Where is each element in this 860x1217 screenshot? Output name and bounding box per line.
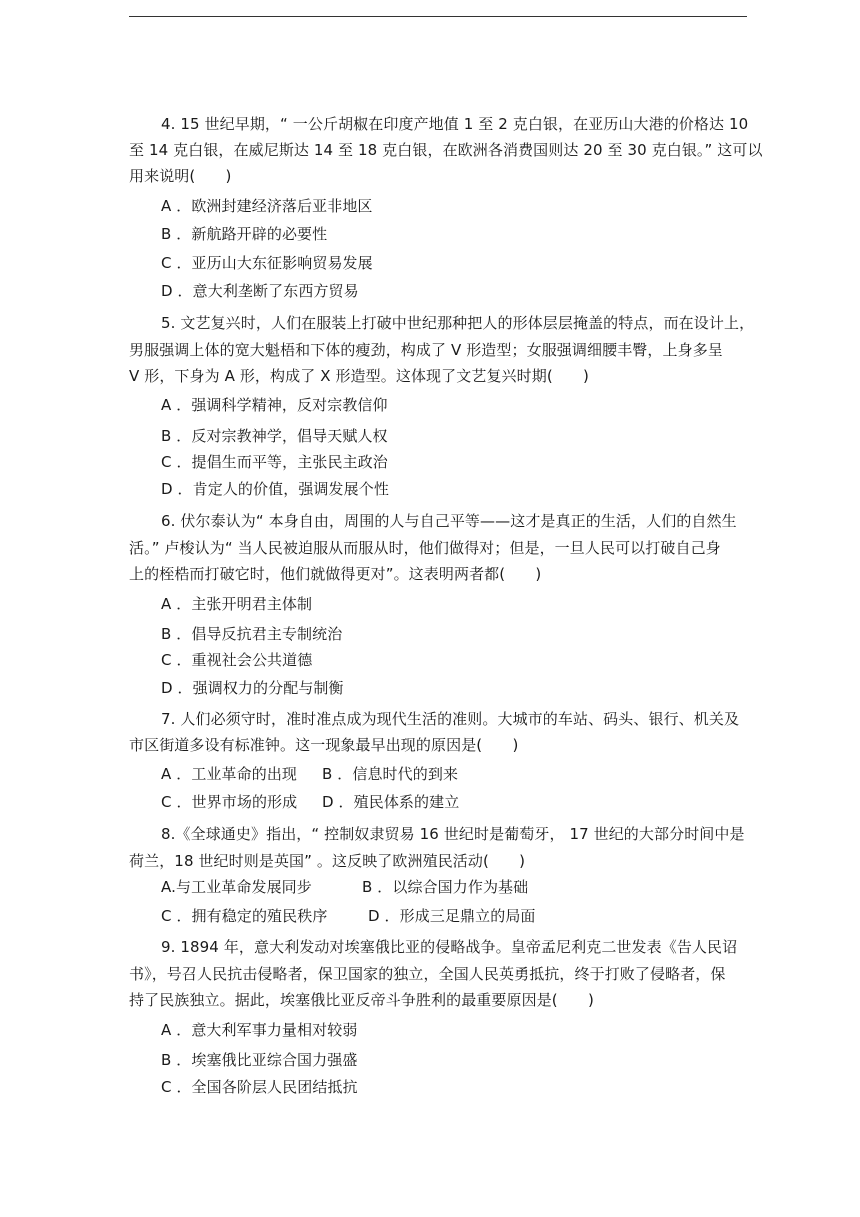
question-9-line-1: 9. 1894 年，意大利发动对埃塞俄比亚的侵略战争。皇帝孟尼利克二世发表《告人民诏 [161, 938, 738, 956]
question-5-line-3: V 形，下身为 A 形，构成了 X 形造型。这体现了文艺复兴时期( ) [129, 367, 589, 385]
question-9-line-3: 持了民族独立。据此，埃塞俄比亚反帝斗争胜利的最重要原因是( ) [129, 991, 594, 1009]
question-5-line-2: 男服强调上体的宽大魁梧和下体的瘦劲，构成了 V 形造型；女服强调细腰丰臀，上身多呈 [129, 341, 723, 359]
question-4-option-a: A ．欧洲封建经济落后亚非地区 [161, 197, 373, 215]
question-7-option-b: B ．信息时代的到来 [322, 765, 459, 783]
question-8-option-b: B ．以综合国力作为基础 [362, 878, 529, 896]
header-rule [129, 16, 747, 17]
question-4-line-2: 至 14 克白银，在威尼斯达 14 至 18 克白银，在欧洲各消费国则达 20 至 30 克白银。” 这可以 [129, 141, 763, 159]
question-8-option-a: A.与工业革命发展同步 [161, 878, 312, 896]
question-7-option-c: C ．世界市场的形成 [161, 793, 298, 811]
question-5-line-1: 5. 文艺复兴时，人们在服装上打破中世纪那种把人的形体层层掩盖的特点，而在设计上， [161, 314, 755, 332]
question-6-option-d: D ．强调权力的分配与制衡 [161, 679, 344, 697]
question-7-line-1: 7. 人们必须守时，准时准点成为现代生活的准则。大城市的车站、码头、银行、机关及 [161, 710, 740, 728]
question-5-option-b: B ．反对宗教神学，倡导天赋人权 [161, 427, 388, 445]
question-7-option-d: D ．殖民体系的建立 [322, 793, 460, 811]
question-4-option-c: C ．亚历山大东征影响贸易发展 [161, 254, 373, 272]
question-9-line-2: 书》，号召人民抗击侵略者，保卫国家的独立，全国人民英勇抵抗，终于打败了侵略者，保 [129, 965, 726, 983]
question-6-line-2: 活。” 卢梭认为“ 当人民被迫服从而服从时，他们做得对；但是，一旦人民可以打破自己身 [129, 539, 721, 557]
question-6-option-c: C ．重视社会公共道德 [161, 651, 313, 669]
question-8-line-2: 荷兰，18 世纪时则是英国” 。这反映了欧洲殖民活动( ) [129, 852, 526, 870]
question-6-line-1: 6. 伏尔泰认为“ 本身自由，周围的人与自己平等——这才是真正的生活，人们的自然生 [161, 512, 737, 530]
question-6-option-b: B ．倡导反抗君主专制统治 [161, 625, 343, 643]
question-7-line-2: 市区街道多设有标准钟。这一现象最早出现的原因是( ) [129, 736, 519, 754]
question-6-option-a: A ．主张开明君主体制 [161, 595, 313, 613]
question-4-line-1: 4. 15 世纪早期，“ 一公斤胡椒在印度产地值 1 至 2 克白银，在亚历山大港的价格达 10 [161, 115, 749, 133]
question-5-option-a: A ．强调科学精神，反对宗教信仰 [161, 396, 388, 414]
question-4-option-d: D ．意大利垄断了东西方贸易 [161, 282, 359, 300]
question-5-option-c: C ．提倡生而平等，主张民主政治 [161, 453, 388, 471]
question-4-option-b: B ．新航路开辟的必要性 [161, 225, 328, 243]
question-8-option-d: D ．形成三足鼎立的局面 [368, 907, 536, 925]
question-9-option-c: C ．全国各阶层人民团结抵抗 [161, 1078, 358, 1096]
question-8-option-c: C ．拥有稳定的殖民秩序 [161, 907, 328, 925]
question-7-option-a: A ．工业革命的出现 [161, 765, 298, 783]
question-9-option-a: A ．意大利军事力量相对较弱 [161, 1021, 358, 1039]
question-5-option-d: D ．肯定人的价值，强调发展个性 [161, 480, 389, 498]
question-6-line-3: 上的桎梏而打破它时，他们就做得更对”。这表明两者都( ) [129, 565, 542, 583]
question-4-line-3: 用来说明( ) [129, 167, 232, 185]
question-8-line-1: 8.《全球通史》指出，“ 控制奴隶贸易 16 世纪时是葡萄牙， 17 世纪的大部分时间中是 [161, 825, 745, 843]
question-9-option-b: B ．埃塞俄比亚综合国力强盛 [161, 1051, 358, 1069]
